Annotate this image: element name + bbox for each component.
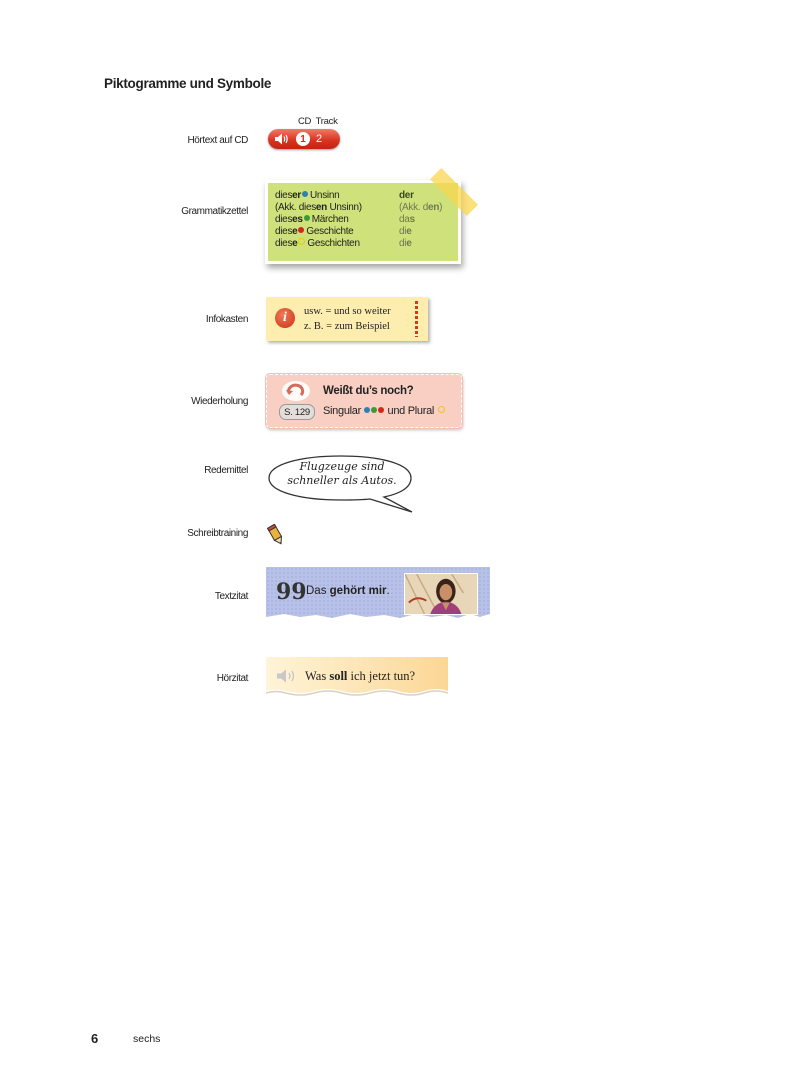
speaker-icon (274, 132, 290, 146)
grammar-row (275, 202, 442, 214)
info-box (266, 297, 428, 341)
grammar-article: die (399, 238, 412, 249)
gender-dot (302, 191, 308, 197)
grammar-note (265, 180, 461, 264)
review-title: Weißt du’s noch? (323, 385, 414, 397)
grammar-pronoun: dieses Märchen (275, 214, 349, 225)
text-quote-post: . (386, 585, 390, 597)
audio-quote-bold: soll (329, 669, 348, 683)
audio-quote-pre: Was (305, 669, 330, 683)
grammar-pronoun: dieser Unsinn (275, 190, 340, 201)
page-title: Piktogramme und Symbole (104, 76, 272, 91)
label-schreibtraining: Schreibtraining (187, 528, 248, 539)
review-singular: Singular (323, 405, 361, 417)
cd-track-header: CD Track (298, 116, 338, 127)
label-wiederholung: Wiederholung (191, 396, 248, 407)
text-quote-pre: Das (306, 585, 330, 597)
text-quote-text (306, 585, 390, 597)
singular-dots (364, 405, 385, 417)
grammar-article: die (399, 226, 412, 237)
gender-dot (304, 215, 310, 221)
info-line: z. B. = zum Beispiel (304, 321, 390, 332)
grammar-pronoun: diese Geschichten (275, 238, 360, 249)
grammar-row (275, 238, 442, 250)
grammar-table (275, 190, 442, 250)
grammar-row (275, 214, 442, 226)
gender-dot (298, 227, 304, 233)
repeat-arrow-icon (281, 380, 311, 402)
gender-dot (378, 407, 384, 413)
speech-text (272, 460, 412, 488)
gender-dot (371, 407, 377, 413)
page-reference: S. 129 (279, 404, 315, 420)
pencil-icon (267, 524, 285, 546)
label-redemittel: Redemittel (204, 465, 248, 476)
review-line (323, 405, 447, 417)
info-line: usw. = und so weiter (304, 306, 391, 317)
grammar-row (275, 190, 442, 202)
label-infokasten: Infokasten (205, 314, 248, 325)
label-hoerzitat: Hörzitat (216, 673, 248, 684)
text-quote-bold: gehört mir (329, 585, 387, 597)
label-grammatikzettel: Grammatikzettel (181, 206, 248, 217)
info-stripe (415, 301, 418, 337)
speech-line: schneller als Autos. (287, 474, 397, 487)
plural-dot (437, 405, 447, 417)
info-icon: i (275, 308, 295, 328)
cd-number: 1 (296, 132, 310, 146)
review-plural: und Plural (387, 405, 435, 417)
review-box (266, 374, 462, 428)
grammar-article: der (399, 190, 414, 201)
grammar-article: das (399, 214, 415, 225)
gender-dot (364, 407, 370, 413)
audio-quote-text (305, 669, 415, 684)
woman-photo (404, 573, 478, 615)
audio-quote-post: ich jetzt tun? (347, 669, 416, 683)
grammar-pronoun: (Akk. diesen Unsinn) (275, 202, 362, 213)
grammar-pronoun: diese Geschichte (275, 226, 354, 237)
gender-dot (298, 238, 305, 245)
info-text (304, 304, 391, 334)
cd-track-pill (268, 129, 340, 149)
page-number: 6 (91, 1031, 99, 1046)
quote-mark-icon: 99 (276, 579, 307, 605)
track-number: 2 (316, 133, 323, 145)
speech-line: Flugzeuge sind (299, 460, 385, 473)
plural-ring-dot (438, 406, 445, 413)
grammar-article: (Akk. den) (399, 202, 443, 213)
page-number-word: sechs (133, 1033, 161, 1045)
speaker-icon (276, 668, 298, 684)
label-textzitat: Textzitat (214, 591, 248, 602)
label-hoertext: Hörtext auf CD (187, 135, 248, 146)
grammar-row (275, 226, 442, 238)
